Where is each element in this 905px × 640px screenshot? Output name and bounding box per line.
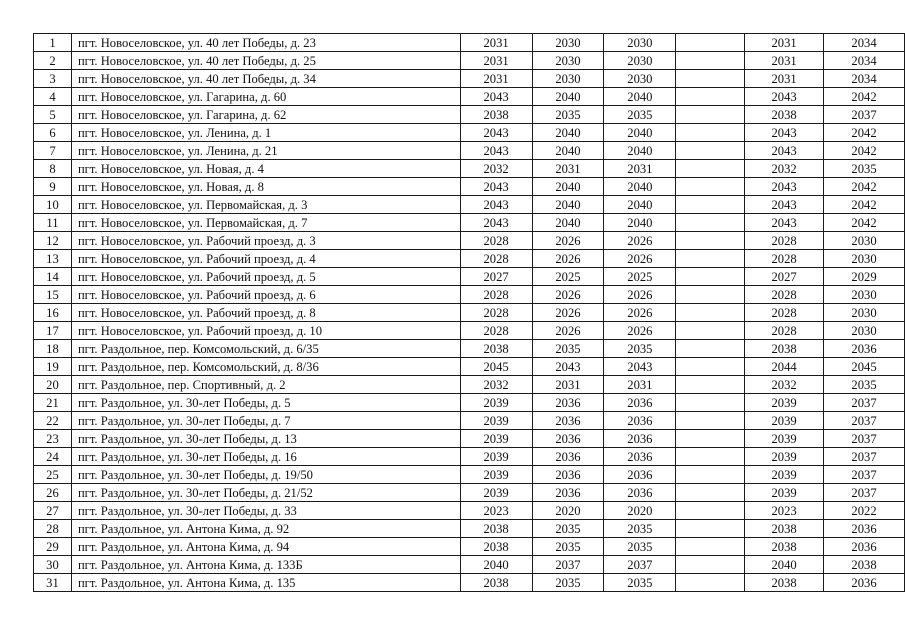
row-number-cell: 6	[34, 124, 72, 142]
address-cell: пгт. Раздольное, пер. Спортивный, д. 2	[71, 376, 460, 394]
year-cell-2: 2030	[532, 52, 604, 70]
year-cell-4	[676, 160, 745, 178]
address-cell: пгт. Новоселовское, ул. Новая, д. 4	[71, 160, 460, 178]
year-cell-3: 2036	[604, 448, 676, 466]
year-cell-1: 2039	[460, 412, 532, 430]
row-number-cell: 29	[34, 538, 72, 556]
year-cell-3: 2031	[604, 376, 676, 394]
year-cell-4	[676, 106, 745, 124]
year-cell-6: 2036	[824, 574, 905, 592]
table-row	[34, 376, 905, 394]
year-cell-1: 2028	[460, 286, 532, 304]
year-cell-5: 2039	[745, 412, 824, 430]
year-cell-5: 2023	[745, 502, 824, 520]
table-row	[34, 250, 905, 268]
table-row	[34, 286, 905, 304]
year-cell-2: 2035	[532, 520, 604, 538]
year-cell-3: 2036	[604, 430, 676, 448]
year-cell-5: 2031	[745, 70, 824, 88]
year-cell-2: 2040	[532, 88, 604, 106]
year-cell-4	[676, 394, 745, 412]
year-cell-6: 2034	[824, 34, 905, 52]
row-number-cell: 4	[34, 88, 72, 106]
table-row	[34, 574, 905, 592]
year-cell-5: 2039	[745, 484, 824, 502]
table-row	[34, 538, 905, 556]
address-cell: пгт. Новоселовское, ул. Первомайская, д. 7	[71, 214, 460, 232]
row-number-cell: 26	[34, 484, 72, 502]
year-cell-4	[676, 52, 745, 70]
year-cell-6: 2042	[824, 214, 905, 232]
year-cell-2: 2030	[532, 70, 604, 88]
year-cell-6: 2037	[824, 106, 905, 124]
year-cell-4	[676, 484, 745, 502]
year-cell-5: 2028	[745, 250, 824, 268]
year-cell-6: 2042	[824, 124, 905, 142]
year-cell-2: 2035	[532, 340, 604, 358]
address-cell: пгт. Раздольное, ул. 30-лет Победы, д. 19/50	[71, 466, 460, 484]
year-cell-4	[676, 178, 745, 196]
year-cell-5: 2039	[745, 430, 824, 448]
address-cell: пгт. Раздольное, ул. Антона Кима, д. 133Б	[71, 556, 460, 574]
year-cell-2: 2036	[532, 430, 604, 448]
year-cell-4	[676, 412, 745, 430]
row-number-cell: 16	[34, 304, 72, 322]
year-cell-3: 2030	[604, 52, 676, 70]
year-cell-3: 2035	[604, 520, 676, 538]
table-row	[34, 160, 905, 178]
year-cell-1: 2043	[460, 214, 532, 232]
year-cell-3: 2040	[604, 178, 676, 196]
row-number-cell: 5	[34, 106, 72, 124]
year-cell-2: 2040	[532, 196, 604, 214]
table-row	[34, 106, 905, 124]
year-cell-1: 2038	[460, 520, 532, 538]
year-cell-5: 2032	[745, 376, 824, 394]
year-cell-3: 2025	[604, 268, 676, 286]
year-cell-5: 2039	[745, 448, 824, 466]
year-cell-4	[676, 196, 745, 214]
year-cell-3: 2035	[604, 538, 676, 556]
year-cell-2: 2036	[532, 484, 604, 502]
year-cell-2: 2020	[532, 502, 604, 520]
address-cell: пгт. Раздольное, ул. 30-лет Победы, д. 33	[71, 502, 460, 520]
address-cell: пгт. Новоселовское, ул. Новая, д. 8	[71, 178, 460, 196]
row-number-cell: 31	[34, 574, 72, 592]
year-cell-2: 2026	[532, 286, 604, 304]
address-cell: пгт. Новоселовское, ул. Первомайская, д. 3	[71, 196, 460, 214]
year-cell-2: 2030	[532, 34, 604, 52]
year-cell-5: 2043	[745, 142, 824, 160]
year-cell-4	[676, 34, 745, 52]
year-cell-1: 2028	[460, 322, 532, 340]
year-cell-3: 2026	[604, 250, 676, 268]
address-cell: пгт. Новоселовское, ул. 40 лет Победы, д. 25	[71, 52, 460, 70]
table-row	[34, 196, 905, 214]
year-cell-4	[676, 430, 745, 448]
year-cell-1: 2039	[460, 430, 532, 448]
year-cell-5: 2039	[745, 466, 824, 484]
address-cell: пгт. Раздольное, пер. Комсомольский, д. 8/36	[71, 358, 460, 376]
year-cell-1: 2038	[460, 574, 532, 592]
table-row	[34, 466, 905, 484]
year-cell-1: 2043	[460, 196, 532, 214]
table-row	[34, 232, 905, 250]
table-row	[34, 268, 905, 286]
year-cell-5: 2043	[745, 214, 824, 232]
year-cell-1: 2028	[460, 232, 532, 250]
year-cell-1: 2043	[460, 124, 532, 142]
year-cell-4	[676, 520, 745, 538]
address-cell: пгт. Раздольное, ул. Антона Кима, д. 135	[71, 574, 460, 592]
year-cell-1: 2043	[460, 178, 532, 196]
year-cell-3: 2031	[604, 160, 676, 178]
year-cell-3: 2036	[604, 412, 676, 430]
row-number-cell: 2	[34, 52, 72, 70]
year-cell-4	[676, 232, 745, 250]
year-cell-3: 2040	[604, 124, 676, 142]
row-number-cell: 15	[34, 286, 72, 304]
year-cell-3: 2035	[604, 574, 676, 592]
year-cell-1: 2040	[460, 556, 532, 574]
year-cell-6: 2036	[824, 538, 905, 556]
year-cell-5: 2028	[745, 286, 824, 304]
address-cell: пгт. Новоселовское, ул. Рабочий проезд, д. 4	[71, 250, 460, 268]
year-cell-2: 2031	[532, 160, 604, 178]
table-row	[34, 556, 905, 574]
row-number-cell: 7	[34, 142, 72, 160]
year-cell-5: 2031	[745, 34, 824, 52]
address-cell: пгт. Новоселовское, ул. Рабочий проезд, д. 6	[71, 286, 460, 304]
year-cell-1: 2031	[460, 52, 532, 70]
year-cell-2: 2035	[532, 574, 604, 592]
table-row	[34, 52, 905, 70]
year-cell-3: 2035	[604, 106, 676, 124]
year-cell-6: 2035	[824, 376, 905, 394]
year-cell-3: 2037	[604, 556, 676, 574]
year-cell-1: 2023	[460, 502, 532, 520]
year-cell-5: 2032	[745, 160, 824, 178]
address-cell: пгт. Новоселовское, ул. Рабочий проезд, д. 10	[71, 322, 460, 340]
year-cell-6: 2030	[824, 232, 905, 250]
address-cell: пгт. Раздольное, ул. Антона Кима, д. 92	[71, 520, 460, 538]
table-row	[34, 70, 905, 88]
year-cell-6: 2038	[824, 556, 905, 574]
year-cell-5: 2031	[745, 52, 824, 70]
row-number-cell: 9	[34, 178, 72, 196]
row-number-cell: 12	[34, 232, 72, 250]
address-cell: пгт. Новоселовское, ул. Рабочий проезд, д. 8	[71, 304, 460, 322]
year-cell-5: 2044	[745, 358, 824, 376]
year-cell-5: 2038	[745, 106, 824, 124]
year-cell-2: 2026	[532, 250, 604, 268]
year-cell-4	[676, 556, 745, 574]
year-cell-6: 2037	[824, 448, 905, 466]
address-cell: пгт. Раздольное, ул. 30-лет Победы, д. 21/52	[71, 484, 460, 502]
row-number-cell: 8	[34, 160, 72, 178]
address-cell: пгт. Раздольное, ул. 30-лет Победы, д. 16	[71, 448, 460, 466]
year-cell-3: 2026	[604, 304, 676, 322]
year-cell-4	[676, 448, 745, 466]
year-cell-6: 2034	[824, 70, 905, 88]
table-row	[34, 88, 905, 106]
year-cell-3: 2040	[604, 142, 676, 160]
row-number-cell: 11	[34, 214, 72, 232]
year-cell-6: 2036	[824, 340, 905, 358]
year-cell-3: 2035	[604, 340, 676, 358]
year-cell-3: 2026	[604, 322, 676, 340]
row-number-cell: 30	[34, 556, 72, 574]
year-cell-4	[676, 268, 745, 286]
year-cell-6: 2042	[824, 178, 905, 196]
year-cell-1: 2028	[460, 304, 532, 322]
year-cell-5: 2040	[745, 556, 824, 574]
year-cell-4	[676, 376, 745, 394]
year-cell-6: 2029	[824, 268, 905, 286]
year-cell-5: 2043	[745, 124, 824, 142]
year-cell-6: 2037	[824, 430, 905, 448]
table-row	[34, 34, 905, 52]
year-cell-2: 2037	[532, 556, 604, 574]
year-cell-1: 2032	[460, 160, 532, 178]
year-cell-5: 2043	[745, 88, 824, 106]
table-row	[34, 520, 905, 538]
year-cell-6: 2030	[824, 286, 905, 304]
year-cell-4	[676, 538, 745, 556]
address-cell: пгт. Новоселовское, ул. Гагарина, д. 60	[71, 88, 460, 106]
year-cell-4	[676, 322, 745, 340]
year-cell-4	[676, 142, 745, 160]
row-number-cell: 27	[34, 502, 72, 520]
table-row	[34, 322, 905, 340]
year-cell-2: 2025	[532, 268, 604, 286]
year-cell-3: 2026	[604, 232, 676, 250]
row-number-cell: 13	[34, 250, 72, 268]
year-cell-1: 2031	[460, 34, 532, 52]
address-cell: пгт. Новоселовское, ул. 40 лет Победы, д. 34	[71, 70, 460, 88]
address-cell: пгт. Раздольное, ул. 30-лет Победы, д. 7	[71, 412, 460, 430]
year-cell-2: 2031	[532, 376, 604, 394]
table-row	[34, 430, 905, 448]
year-cell-1: 2039	[460, 394, 532, 412]
year-cell-6: 2037	[824, 412, 905, 430]
year-cell-3: 2040	[604, 214, 676, 232]
year-cell-4	[676, 574, 745, 592]
year-cell-6: 2022	[824, 502, 905, 520]
address-cell: пгт. Новоселовское, ул. Рабочий проезд, д. 5	[71, 268, 460, 286]
year-cell-4	[676, 304, 745, 322]
row-number-cell: 20	[34, 376, 72, 394]
year-cell-1: 2043	[460, 142, 532, 160]
year-cell-2: 2036	[532, 466, 604, 484]
year-cell-2: 2035	[532, 538, 604, 556]
address-cell: пгт. Раздольное, ул. 30-лет Победы, д. 5	[71, 394, 460, 412]
year-cell-2: 2026	[532, 322, 604, 340]
year-cell-5: 2038	[745, 520, 824, 538]
year-cell-6: 2030	[824, 304, 905, 322]
row-number-cell: 18	[34, 340, 72, 358]
address-cell: пгт. Раздольное, пер. Комсомольский, д. 6/35	[71, 340, 460, 358]
table-row	[34, 502, 905, 520]
year-cell-4	[676, 250, 745, 268]
table-row	[34, 340, 905, 358]
address-cell: пгт. Новоселовское, ул. Ленина, д. 1	[71, 124, 460, 142]
address-cell: пгт. Новоселовское, ул. Ленина, д. 21	[71, 142, 460, 160]
year-cell-1: 2032	[460, 376, 532, 394]
year-cell-1: 2039	[460, 484, 532, 502]
row-number-cell: 14	[34, 268, 72, 286]
year-cell-4	[676, 466, 745, 484]
year-cell-6: 2035	[824, 160, 905, 178]
row-number-cell: 19	[34, 358, 72, 376]
year-cell-4	[676, 358, 745, 376]
table-row	[34, 412, 905, 430]
year-cell-1: 2039	[460, 448, 532, 466]
year-cell-2: 2036	[532, 448, 604, 466]
year-cell-1: 2038	[460, 340, 532, 358]
address-cell: пгт. Новоселовское, ул. Рабочий проезд, д. 3	[71, 232, 460, 250]
row-number-cell: 23	[34, 430, 72, 448]
address-cell: пгт. Раздольное, ул. Антона Кима, д. 94	[71, 538, 460, 556]
year-cell-6: 2037	[824, 466, 905, 484]
year-cell-4	[676, 70, 745, 88]
year-cell-4	[676, 340, 745, 358]
year-cell-2: 2036	[532, 412, 604, 430]
row-number-cell: 28	[34, 520, 72, 538]
row-number-cell: 17	[34, 322, 72, 340]
year-cell-1: 2045	[460, 358, 532, 376]
year-cell-3: 2043	[604, 358, 676, 376]
year-cell-3: 2030	[604, 70, 676, 88]
year-cell-1: 2038	[460, 538, 532, 556]
address-cell: пгт. Новоселовское, ул. Гагарина, д. 62	[71, 106, 460, 124]
year-cell-4	[676, 286, 745, 304]
data-table	[33, 33, 905, 592]
year-cell-2: 2040	[532, 214, 604, 232]
year-cell-3: 2020	[604, 502, 676, 520]
year-cell-4	[676, 124, 745, 142]
year-cell-4	[676, 214, 745, 232]
table-body	[34, 34, 905, 592]
year-cell-6: 2034	[824, 52, 905, 70]
table-row	[34, 214, 905, 232]
year-cell-5: 2038	[745, 538, 824, 556]
year-cell-6: 2030	[824, 322, 905, 340]
row-number-cell: 24	[34, 448, 72, 466]
row-number-cell: 3	[34, 70, 72, 88]
address-cell: пгт. Раздольное, ул. 30-лет Победы, д. 13	[71, 430, 460, 448]
table-row	[34, 394, 905, 412]
year-cell-1: 2039	[460, 466, 532, 484]
table-row	[34, 124, 905, 142]
table-row	[34, 142, 905, 160]
year-cell-1: 2028	[460, 250, 532, 268]
table-row	[34, 178, 905, 196]
year-cell-5: 2039	[745, 394, 824, 412]
year-cell-2: 2026	[532, 304, 604, 322]
row-number-cell: 10	[34, 196, 72, 214]
year-cell-2: 2040	[532, 178, 604, 196]
year-cell-5: 2038	[745, 340, 824, 358]
year-cell-5: 2038	[745, 574, 824, 592]
year-cell-3: 2036	[604, 466, 676, 484]
year-cell-5: 2028	[745, 322, 824, 340]
table-row	[34, 304, 905, 322]
year-cell-6: 2037	[824, 394, 905, 412]
table-row	[34, 448, 905, 466]
year-cell-2: 2026	[532, 232, 604, 250]
year-cell-4	[676, 502, 745, 520]
year-cell-5: 2043	[745, 178, 824, 196]
row-number-cell: 25	[34, 466, 72, 484]
year-cell-3: 2026	[604, 286, 676, 304]
table-row	[34, 484, 905, 502]
year-cell-1: 2027	[460, 268, 532, 286]
year-cell-2: 2035	[532, 106, 604, 124]
year-cell-5: 2028	[745, 232, 824, 250]
address-cell: пгт. Новоселовское, ул. 40 лет Победы, д. 23	[71, 34, 460, 52]
year-cell-6: 2045	[824, 358, 905, 376]
year-cell-2: 2040	[532, 142, 604, 160]
row-number-cell: 22	[34, 412, 72, 430]
year-cell-3: 2040	[604, 196, 676, 214]
row-number-cell: 1	[34, 34, 72, 52]
table-row	[34, 358, 905, 376]
year-cell-3: 2036	[604, 484, 676, 502]
year-cell-6: 2042	[824, 88, 905, 106]
year-cell-4	[676, 88, 745, 106]
year-cell-1: 2031	[460, 70, 532, 88]
row-number-cell: 21	[34, 394, 72, 412]
year-cell-2: 2036	[532, 394, 604, 412]
year-cell-5: 2027	[745, 268, 824, 286]
year-cell-6: 2036	[824, 520, 905, 538]
year-cell-1: 2043	[460, 88, 532, 106]
year-cell-6: 2030	[824, 250, 905, 268]
year-cell-6: 2037	[824, 484, 905, 502]
year-cell-3: 2040	[604, 88, 676, 106]
year-cell-3: 2030	[604, 34, 676, 52]
year-cell-3: 2036	[604, 394, 676, 412]
year-cell-1: 2038	[460, 106, 532, 124]
year-cell-5: 2028	[745, 304, 824, 322]
year-cell-5: 2043	[745, 196, 824, 214]
year-cell-2: 2040	[532, 124, 604, 142]
year-cell-6: 2042	[824, 142, 905, 160]
year-cell-2: 2043	[532, 358, 604, 376]
year-cell-6: 2042	[824, 196, 905, 214]
